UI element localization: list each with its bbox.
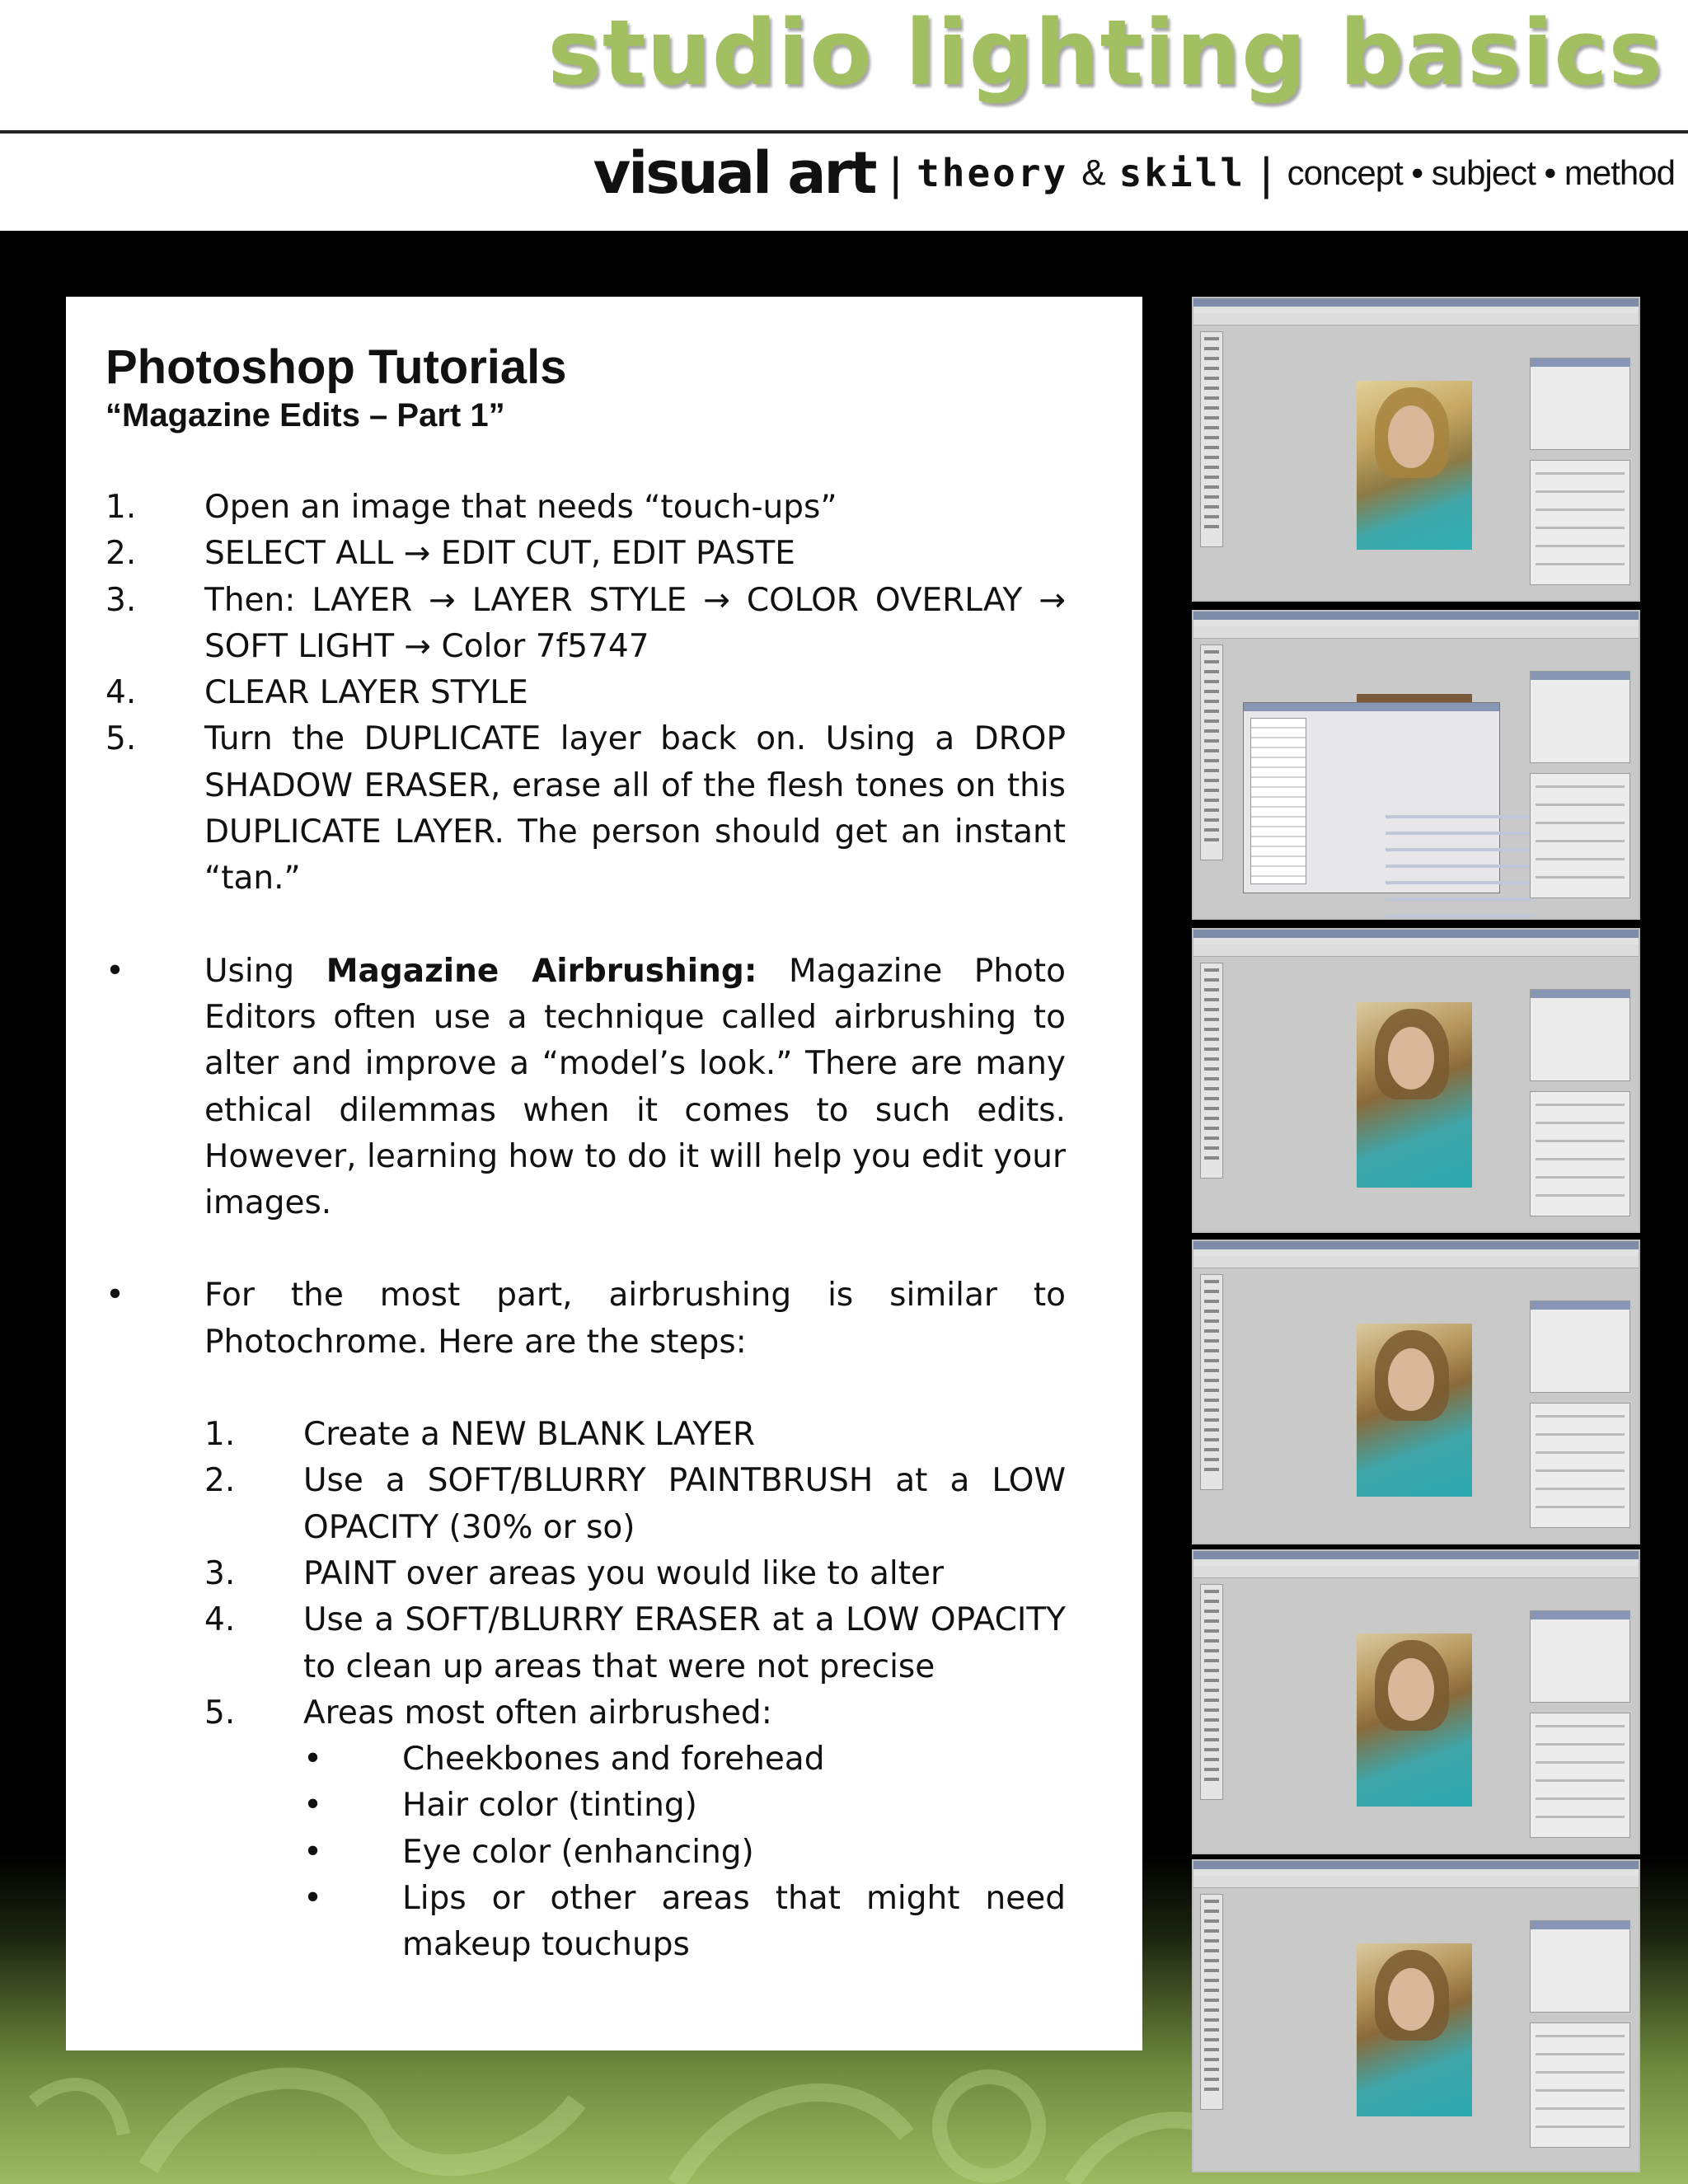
list-item bbox=[204, 1458, 1066, 1551]
tagline: concept • subject • method bbox=[1287, 153, 1675, 192]
list-item bbox=[303, 1783, 1066, 1829]
list-item bbox=[204, 1551, 1066, 1597]
toolbox bbox=[1200, 1584, 1223, 1800]
step-number: 3. bbox=[106, 581, 137, 619]
substep-number: 4. bbox=[204, 1601, 236, 1639]
bullet-icon: • bbox=[106, 952, 125, 990]
header-divider bbox=[0, 130, 1688, 134]
palette-panel bbox=[1530, 1610, 1630, 1703]
palette-panel bbox=[1530, 671, 1630, 763]
portrait-photo bbox=[1357, 1633, 1472, 1807]
portrait-photo bbox=[1357, 1002, 1472, 1188]
area-text: Eye color (enhancing) bbox=[402, 1833, 754, 1871]
palette-panel bbox=[1530, 1920, 1630, 2013]
toolbox bbox=[1200, 1894, 1223, 2110]
substep-text: Areas most often airbrushed: bbox=[303, 1694, 772, 1732]
step-text: Open an image that needs “touch-ups” bbox=[204, 489, 837, 526]
ampersand: & bbox=[1081, 152, 1106, 193]
list-item bbox=[204, 1597, 1066, 1690]
tutorial-card bbox=[66, 297, 1142, 2050]
substep-text: Use a SOFT/BLURRY ERASER at a LOW OPACITY to clean up areas that were not precise bbox=[303, 1601, 1066, 1685]
bullet-icon: • bbox=[303, 1787, 323, 1825]
portrait-photo bbox=[1357, 1943, 1472, 2116]
photochrome-paragraph: For the most part, airbrushing is similar to Photochrome. Here are the steps: bbox=[204, 1277, 1066, 1361]
photoshop-screenshot-6 bbox=[1192, 1859, 1640, 2172]
substep-number: 2. bbox=[204, 1462, 236, 1500]
portrait-photo bbox=[1357, 381, 1472, 550]
palette-panel bbox=[1530, 358, 1630, 450]
tutorial-subtitle: “Magazine Edits – Part 1” bbox=[106, 397, 505, 434]
tutorial-title: Photoshop Tutorials bbox=[106, 340, 567, 394]
layers-panel bbox=[1530, 1403, 1630, 1528]
photoshop-screenshot-5 bbox=[1192, 1549, 1640, 1854]
photoshop-screenshot-4 bbox=[1192, 1240, 1640, 1544]
tutorial-body bbox=[106, 485, 1066, 1969]
bullet-icon: • bbox=[303, 1880, 323, 1918]
brand-separator: | bbox=[889, 147, 903, 199]
palette-panel bbox=[1530, 1301, 1630, 1393]
photoshop-screenshot-3 bbox=[1192, 928, 1640, 1233]
list-item bbox=[303, 1736, 1066, 1783]
substep-text: PAINT over areas you would like to alter bbox=[303, 1554, 945, 1592]
substep-text: Create a NEW BLANK LAYER bbox=[303, 1416, 756, 1454]
airbrushing-heading: Magazine Airbrushing: bbox=[326, 952, 757, 990]
bullet-icon: • bbox=[303, 1833, 323, 1871]
step-text: CLEAR LAYER STYLE bbox=[204, 674, 528, 712]
layers-panel bbox=[1530, 2022, 1630, 2148]
airbrushing-paragraph bbox=[204, 949, 1066, 1227]
step-text: SELECT ALL → EDIT CUT, EDIT PASTE bbox=[204, 535, 795, 573]
palette-panel bbox=[1530, 989, 1630, 1081]
substep-number: 5. bbox=[204, 1694, 236, 1732]
list-item bbox=[106, 716, 1066, 902]
bullet-icon: • bbox=[303, 1741, 323, 1779]
portrait-photo bbox=[1357, 1324, 1472, 1497]
step-number: 2. bbox=[106, 535, 137, 573]
page-header bbox=[0, 0, 1688, 231]
list-item bbox=[303, 1830, 1066, 1876]
airbrushing-text: Magazine Photo Editors often use a technique called airbrushing to alter and improve a “model’s look.” There are many ethical dilemmas when it comes to such edits. However, learning how to do it will help you edit your images. bbox=[204, 952, 1067, 1222]
toolbox bbox=[1200, 963, 1223, 1179]
list-item bbox=[106, 1272, 1066, 1366]
layer-style-dialog bbox=[1243, 702, 1500, 893]
list-item bbox=[204, 1690, 1066, 1736]
list-item bbox=[106, 485, 1066, 531]
list-item bbox=[106, 578, 1066, 671]
area-text: Cheekbones and forehead bbox=[402, 1741, 825, 1779]
substep-number: 1. bbox=[204, 1416, 236, 1454]
layers-panel bbox=[1530, 460, 1630, 585]
airbrushing-lead: Using bbox=[204, 952, 326, 990]
step-number: 1. bbox=[106, 489, 137, 526]
toolbox bbox=[1200, 331, 1223, 547]
substep-text: Use a SOFT/BLURRY PAINTBRUSH at a LOW OPACITY (30% or so) bbox=[303, 1462, 1066, 1546]
step-text: Turn the DUPLICATE layer back on. Using a DROP SHADOW ERASER, erase all of the flesh tones on this DUPLICATE LAYER. The person should get an instant “tan.” bbox=[204, 720, 1066, 898]
list-item bbox=[303, 1876, 1066, 1969]
list-item bbox=[106, 670, 1066, 716]
skill-word: skill bbox=[1118, 151, 1246, 195]
photoshop-screenshot-1 bbox=[1192, 297, 1640, 602]
area-text: Hair color (tinting) bbox=[402, 1787, 697, 1825]
tagline-separator: | bbox=[1260, 147, 1273, 199]
layers-panel bbox=[1530, 773, 1630, 898]
toolbox bbox=[1200, 1274, 1223, 1490]
brand-line bbox=[593, 139, 1675, 207]
step-number: 4. bbox=[106, 674, 137, 712]
photoshop-screenshot-2 bbox=[1192, 610, 1640, 920]
step-text: Then: LAYER → LAYER STYLE → COLOR OVERLAY → SOFT LIGHT → Color 7f5747 bbox=[204, 581, 1066, 665]
list-item bbox=[106, 949, 1066, 1227]
brand-logo: visual art bbox=[593, 139, 875, 207]
layers-panel bbox=[1530, 1713, 1630, 1838]
page-title: studio lighting basics bbox=[547, 0, 1663, 105]
step-number: 5. bbox=[106, 720, 137, 758]
bullet-icon: • bbox=[106, 1277, 125, 1315]
layers-panel bbox=[1530, 1091, 1630, 1216]
substep-number: 3. bbox=[204, 1554, 236, 1592]
area-text: Lips or other areas that might need makeup touchups bbox=[402, 1880, 1066, 1964]
toolbox bbox=[1200, 644, 1223, 860]
list-item bbox=[106, 531, 1066, 577]
theory-word: theory bbox=[917, 151, 1069, 195]
list-item bbox=[204, 1412, 1066, 1458]
